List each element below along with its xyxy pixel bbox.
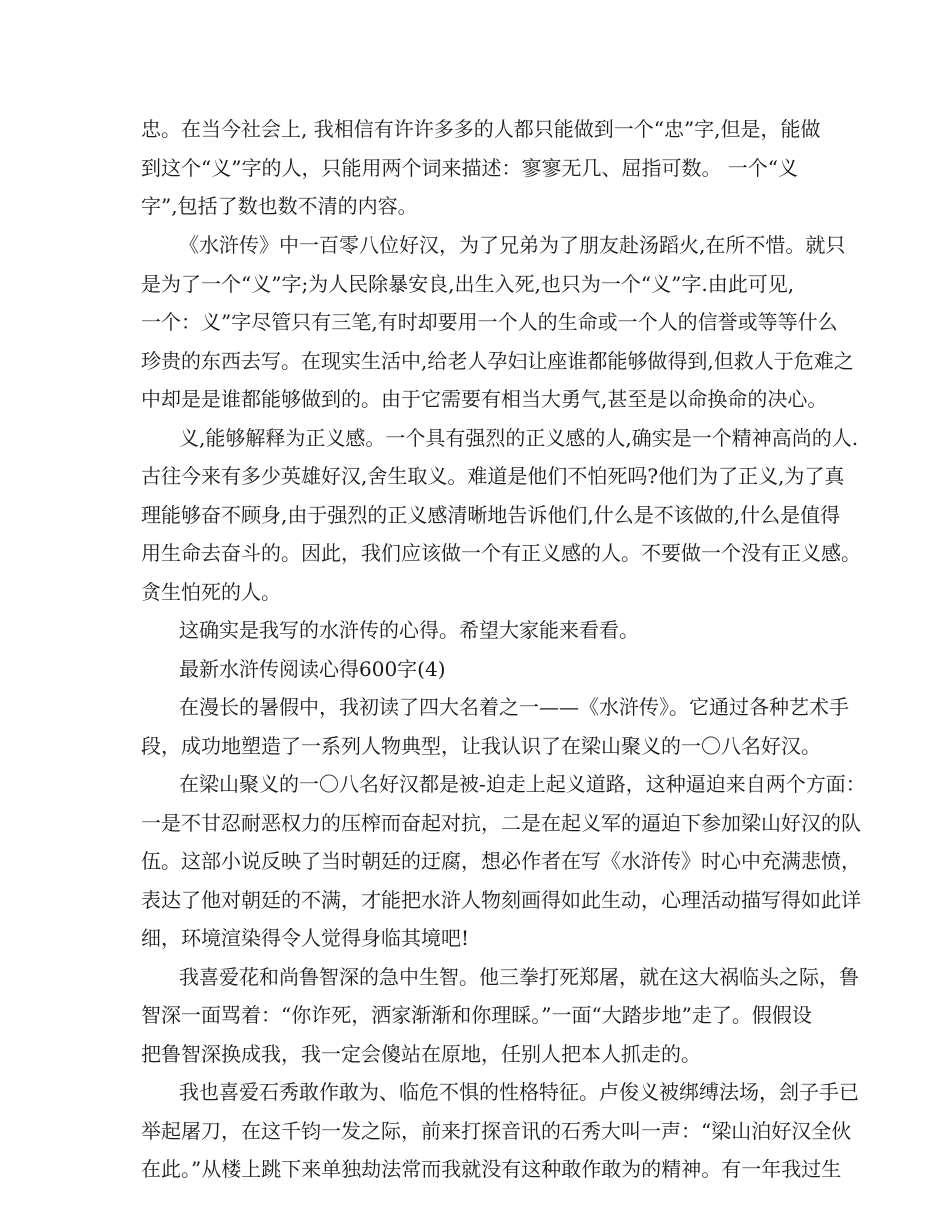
- text-line: 义,能够解释为正义感。一个具有强烈的正义感的人,确实是一个精神高尚的人.: [179, 426, 859, 450]
- text-line: 我也喜爱石秀敢作敢为、临危不惧的性格特征。卢俊义被绑缚法场，刽子手已: [179, 1080, 859, 1104]
- text-line: 把鲁智深换成我，我一定会傻站在原地，任别人把本人抓走的。: [141, 1042, 701, 1066]
- text-line: 是为了一个“义”字;为人民除暴安良,出生入死,也只为一个“义”字.由此可见,: [141, 272, 795, 296]
- text-line: 细，环境渲染得令人觉得身临其境吧!: [141, 926, 470, 950]
- text-line: 段，成功地塑造了一系列人物典型，让我认识了在梁山聚义的一〇八名好汉。: [141, 734, 821, 758]
- text-line: 珍贵的东西去写。在现实生活中,给老人孕妇让座谁都能够做得到,但救人于危难之: [141, 349, 854, 373]
- text-line: 表达了他对朝廷的不满，才能把水浒人物刻画得如此生动，心理活动描写得如此详: [141, 888, 861, 912]
- text-line: 用生命去奋斗的。因此，我们应该做一个有正义感的人。不要做一个没有正义感。: [141, 541, 861, 565]
- section-heading: 最新水浒传阅读心得600字(4): [179, 657, 446, 681]
- text-line: 字”,包括了数也数不清的内容。: [141, 194, 418, 218]
- text-line: 忠。在当今社会上, 我相信有许许多多的人都只能做到一个“忠”字,但是，能做: [141, 117, 821, 141]
- text-line: 伍。这部小说反映了当时朝廷的迂腐，想必作者在写《水浒传》时心中充满悲愤，: [141, 849, 861, 873]
- text-line: 举起屠刀，在这千钧一发之际，前来打探音讯的石秀大叫一声：“梁山泊好汉全伙: [141, 1119, 852, 1143]
- text-line: 在漫长的暑假中，我初读了四大名着之一——《水浒传》。它通过各种艺术手: [179, 695, 849, 719]
- text-line: 理能够奋不顾身,由于强烈的正义感清晰地告诉他们,什么是不该做的,什么是值得: [141, 503, 841, 527]
- text-line: 一是不甘忍耐恶权力的压榨而奋起对抗，二是在起义军的逼迫下参加梁山好汉的队: [141, 811, 861, 835]
- text-line: 这确实是我写的水浒传的心得。希望大家能来看看。: [179, 618, 639, 642]
- text-line: 智深一面骂着：“你诈死，洒家渐渐和你理睬。”一面“大踏步地”走了。假假设: [141, 1003, 812, 1027]
- text-line: 贪生怕死的人。: [141, 580, 281, 604]
- text-line: 在此。”从楼上跳下来单独劫法常而我就没有这种敢作敢为的精神。有一年我过生: [141, 1157, 842, 1181]
- text-line: 一个：义”字尽管只有三笔,有时却要用一个人的生命或一个人的信誉或等等什么: [141, 310, 838, 334]
- text-line: 古往今来有多少英雄好汉,舍生取义。难道是他们不怕死吗?他们为了正义,为了真: [141, 464, 845, 488]
- text-line: 到这个“义”字的人，只能用两个词来描述：寥寥无几、屈指可数。 一个“义: [141, 156, 799, 180]
- text-line: 在梁山聚义的一〇八名好汉都是被-迫走上起义道路，这种逼迫来自两个方面：: [179, 772, 866, 796]
- text-line: 中却是是谁都能够做到的。由于它需要有相当大勇气,甚至是以命换命的决心。: [141, 387, 828, 411]
- text-line: 我喜爱花和尚鲁智深的急中生智。他三拳打死郑屠，就在这大祸临头之际，鲁: [179, 965, 859, 989]
- text-line: 《水浒传》中一百零八位好汉，为了兄弟为了朋友赴汤蹈火,在所不惜。就只: [179, 233, 846, 257]
